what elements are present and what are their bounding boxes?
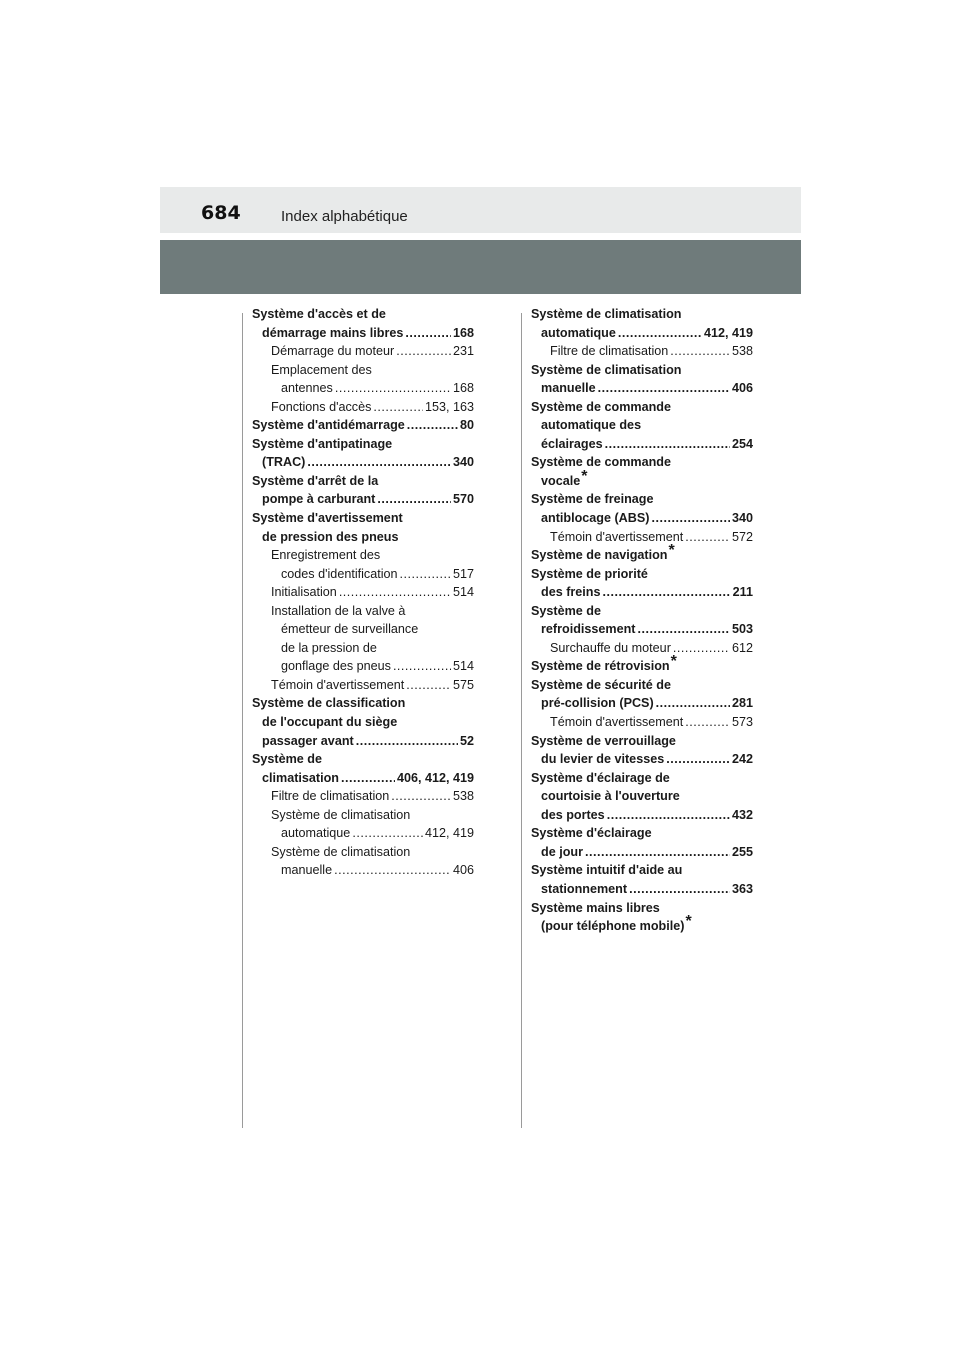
entry-text: Installation de la valve à bbox=[271, 603, 406, 618]
entry-text: Système d'éclairage bbox=[531, 826, 652, 841]
footnote-star: * bbox=[670, 653, 677, 671]
leader-dots bbox=[352, 824, 423, 843]
leader-dots bbox=[618, 324, 702, 343]
entry-line bbox=[550, 342, 753, 361]
entry-line bbox=[531, 453, 753, 472]
page-reference: 514 bbox=[452, 585, 474, 600]
entry-text: Système de freinage bbox=[531, 492, 654, 507]
entry-text: antiblocage (ABS) bbox=[541, 511, 650, 526]
entry-text: émetteur de surveillance bbox=[281, 622, 419, 637]
entry-line bbox=[271, 824, 474, 843]
entry-text: gonflage des pneus bbox=[281, 659, 391, 674]
entry-text: de pression des pneus bbox=[262, 529, 399, 544]
entry-line bbox=[271, 565, 474, 584]
page-reference: 503 bbox=[731, 622, 753, 637]
index-entry bbox=[531, 453, 753, 490]
entry-line bbox=[531, 899, 753, 918]
leader-dots bbox=[335, 379, 451, 398]
entry-line bbox=[531, 843, 753, 862]
entry-text: Système d'avertissement bbox=[252, 511, 403, 526]
entry-line bbox=[252, 416, 474, 435]
page-reference: 52 bbox=[459, 733, 474, 748]
leader-dots bbox=[670, 342, 730, 361]
index-entry bbox=[252, 750, 474, 787]
entry-line bbox=[531, 732, 753, 751]
page-number: 684 bbox=[201, 202, 241, 224]
entry-text: manuelle bbox=[541, 381, 596, 396]
index-column-left bbox=[252, 305, 474, 880]
index-entry bbox=[531, 824, 753, 861]
leader-dots bbox=[666, 750, 730, 769]
leader-dots bbox=[603, 583, 731, 602]
entry-text: Système de bbox=[252, 752, 323, 767]
entry-line bbox=[531, 467, 753, 491]
column-rule-middle bbox=[521, 313, 522, 1128]
index-entry bbox=[531, 305, 753, 342]
entry-text: Système mains libres bbox=[531, 900, 660, 915]
leader-dots bbox=[598, 379, 730, 398]
entry-text: Système d'accès et de bbox=[252, 307, 386, 321]
index-subentry bbox=[252, 546, 474, 583]
entry-line bbox=[531, 583, 753, 602]
entry-line bbox=[531, 305, 753, 324]
entry-text: Initialisation bbox=[271, 585, 337, 600]
entry-line bbox=[531, 769, 753, 788]
entry-text: Système d'arrêt de la bbox=[252, 473, 379, 488]
entry-text: Système de commande bbox=[531, 399, 671, 414]
leader-dots bbox=[585, 843, 730, 862]
entry-line bbox=[252, 732, 474, 751]
entry-line bbox=[252, 694, 474, 713]
index-entry bbox=[252, 509, 474, 546]
leader-dots bbox=[377, 490, 451, 509]
entry-text: Système d'éclairage de bbox=[531, 770, 670, 785]
entry-line bbox=[252, 324, 474, 343]
entry-line bbox=[271, 861, 474, 880]
entry-line bbox=[271, 620, 474, 639]
index-entry bbox=[531, 676, 753, 713]
entry-line bbox=[271, 342, 474, 361]
entry-line bbox=[531, 379, 753, 398]
entry-line bbox=[271, 676, 474, 695]
entry-line bbox=[531, 913, 753, 936]
entry-text: passager avant bbox=[262, 733, 354, 748]
page-reference: 412, 419 bbox=[424, 826, 474, 841]
footnote-star: * bbox=[685, 913, 692, 931]
entry-line bbox=[531, 880, 753, 899]
entry-line bbox=[252, 750, 474, 769]
footnote-star: * bbox=[581, 467, 588, 485]
entry-text: antennes bbox=[281, 381, 333, 396]
entry-text: Démarrage du moteur bbox=[271, 344, 395, 359]
index-subentry bbox=[252, 583, 474, 602]
page-reference: 254 bbox=[731, 436, 753, 451]
entry-line bbox=[531, 416, 753, 435]
page-reference: 255 bbox=[731, 844, 753, 859]
index-entry bbox=[531, 565, 753, 602]
leader-dots bbox=[391, 787, 451, 806]
page-reference: 517 bbox=[452, 566, 474, 581]
index-subentry bbox=[531, 713, 753, 732]
index-entry bbox=[531, 732, 753, 769]
entry-text: automatique bbox=[281, 826, 351, 841]
page-reference: 406 bbox=[731, 381, 753, 396]
index-subentry bbox=[531, 342, 753, 361]
entry-line bbox=[252, 453, 474, 472]
entry-line bbox=[531, 676, 753, 695]
entry-text: pompe à carburant bbox=[262, 492, 376, 507]
entry-text: Système de priorité bbox=[531, 566, 648, 581]
entry-line bbox=[271, 806, 474, 825]
page-reference: 168 bbox=[452, 325, 474, 340]
entry-line bbox=[271, 398, 474, 417]
entry-line bbox=[531, 435, 753, 454]
page-reference: 432 bbox=[731, 807, 753, 822]
entry-text: Témoin d'avertissement bbox=[550, 715, 684, 730]
entry-text: vocale bbox=[541, 473, 581, 488]
leader-dots bbox=[334, 861, 451, 880]
entry-text: Système de classification bbox=[252, 696, 406, 711]
entry-text: Système intuitif d'aide au bbox=[531, 863, 683, 878]
index-subentry bbox=[252, 342, 474, 361]
index-subentry bbox=[531, 639, 753, 658]
page-reference: 168 bbox=[452, 381, 474, 396]
entry-line bbox=[271, 843, 474, 862]
entry-line bbox=[271, 657, 474, 676]
index-entry bbox=[252, 694, 474, 750]
index-entry bbox=[531, 653, 753, 676]
page-reference: 612 bbox=[731, 640, 753, 655]
leader-dots bbox=[341, 769, 395, 788]
leader-dots bbox=[393, 657, 451, 676]
page-reference: 363 bbox=[731, 881, 753, 896]
entry-line bbox=[271, 379, 474, 398]
entry-line bbox=[531, 806, 753, 825]
footnote-star: * bbox=[668, 542, 675, 560]
index-subentry bbox=[252, 361, 474, 398]
entry-line bbox=[531, 750, 753, 769]
header-bar bbox=[160, 187, 801, 233]
entry-line bbox=[550, 528, 753, 547]
entry-line bbox=[252, 713, 474, 732]
entry-line bbox=[531, 602, 753, 621]
entry-text: climatisation bbox=[262, 770, 339, 785]
entry-text: Système d'antidémarrage bbox=[252, 418, 405, 433]
leader-dots bbox=[685, 713, 730, 732]
entry-text: Surchauffe du moteur bbox=[550, 640, 671, 655]
page-reference: 575 bbox=[452, 677, 474, 692]
index-subentry bbox=[252, 676, 474, 695]
entry-line bbox=[252, 435, 474, 454]
index-entry bbox=[531, 361, 753, 398]
entry-text: des freins bbox=[541, 585, 601, 600]
leader-dots bbox=[400, 565, 451, 584]
index-entry bbox=[252, 472, 474, 509]
entry-line bbox=[531, 620, 753, 639]
page-reference: 538 bbox=[452, 789, 474, 804]
page-reference: 231 bbox=[452, 344, 474, 359]
leader-dots bbox=[407, 416, 458, 435]
page-reference: 153, 163 bbox=[424, 399, 474, 414]
entry-line bbox=[531, 565, 753, 584]
page-reference: 538 bbox=[731, 344, 753, 359]
leader-dots bbox=[405, 324, 451, 343]
leader-dots bbox=[339, 583, 451, 602]
entry-line bbox=[252, 769, 474, 788]
leader-dots bbox=[685, 528, 730, 547]
entry-text: refroidissement bbox=[541, 622, 636, 637]
column-rule-left bbox=[242, 313, 243, 1128]
entry-line bbox=[531, 787, 753, 806]
entry-line bbox=[531, 324, 753, 343]
entry-text: Système de climatisation bbox=[531, 362, 682, 377]
index-subentry bbox=[252, 602, 474, 676]
entry-line bbox=[252, 472, 474, 491]
entry-text: Témoin d'avertissement bbox=[271, 677, 405, 692]
entry-text: de l'occupant du siège bbox=[262, 715, 398, 730]
entry-text: des portes bbox=[541, 807, 605, 822]
page-reference: 412, 419 bbox=[703, 325, 753, 340]
leader-dots bbox=[629, 880, 730, 899]
leader-dots bbox=[651, 509, 730, 528]
entry-text: du levier de vitesses bbox=[541, 752, 665, 767]
page-reference: 572 bbox=[731, 529, 753, 544]
leader-dots bbox=[373, 398, 423, 417]
entry-text: (TRAC) bbox=[262, 455, 306, 470]
entry-text: Témoin d'avertissement bbox=[550, 529, 684, 544]
page-reference: 340 bbox=[731, 511, 753, 526]
entry-text: Système de rétrovision bbox=[531, 659, 670, 674]
index-entry bbox=[252, 305, 474, 342]
entry-line bbox=[531, 861, 753, 880]
entry-text: Filtre de climatisation bbox=[271, 789, 390, 804]
entry-text: automatique bbox=[541, 325, 616, 340]
section-title: Index alphabétique bbox=[281, 208, 408, 225]
entry-text: manuelle bbox=[281, 863, 333, 878]
page-reference: 242 bbox=[731, 752, 753, 767]
page-reference: 211 bbox=[732, 585, 753, 600]
entry-text: pré-collision (PCS) bbox=[541, 696, 654, 711]
leader-dots bbox=[637, 620, 730, 639]
page-reference: 406, 412, 419 bbox=[396, 770, 474, 785]
leader-dots bbox=[356, 732, 458, 751]
leader-dots bbox=[396, 342, 451, 361]
entry-line bbox=[531, 490, 753, 509]
index-subentry bbox=[252, 806, 474, 843]
entry-line bbox=[531, 509, 753, 528]
page-reference: 80 bbox=[459, 418, 474, 433]
entry-line bbox=[531, 398, 753, 417]
entry-text: automatique des bbox=[541, 418, 642, 433]
entry-text: Système de navigation bbox=[531, 548, 668, 563]
index-entry bbox=[531, 398, 753, 454]
page-reference: 281 bbox=[731, 696, 753, 711]
index-subentry bbox=[252, 843, 474, 880]
index-entry bbox=[531, 602, 753, 639]
page-reference: 514 bbox=[452, 659, 474, 674]
entry-line bbox=[531, 694, 753, 713]
entry-line bbox=[252, 490, 474, 509]
leader-dots bbox=[673, 639, 730, 658]
entry-line bbox=[531, 361, 753, 380]
entry-line bbox=[531, 542, 753, 565]
entry-text: Système de bbox=[531, 603, 602, 618]
entry-text: démarrage mains libres bbox=[262, 325, 404, 340]
section-banner bbox=[160, 240, 801, 294]
page-reference: 573 bbox=[731, 715, 753, 730]
index-entry bbox=[252, 435, 474, 472]
page-reference: 570 bbox=[452, 492, 474, 507]
entry-text: Système de verrouillage bbox=[531, 733, 676, 748]
page-reference: 340 bbox=[452, 455, 474, 470]
entry-line bbox=[531, 653, 753, 676]
entry-text: Filtre de climatisation bbox=[550, 344, 669, 359]
entry-line bbox=[271, 361, 474, 380]
entry-text: Système d'antipatinage bbox=[252, 436, 393, 451]
entry-text: courtoisie à l'ouverture bbox=[541, 789, 680, 804]
entry-text: stationnement bbox=[541, 881, 628, 896]
leader-dots bbox=[406, 676, 451, 695]
entry-text: de jour bbox=[541, 844, 583, 859]
index-entry bbox=[531, 769, 753, 825]
entry-text: éclairages bbox=[541, 436, 603, 451]
entry-text: codes d'identification bbox=[281, 566, 398, 581]
entry-line bbox=[252, 528, 474, 547]
entry-line bbox=[271, 787, 474, 806]
index-subentry bbox=[531, 528, 753, 547]
entry-text: de la pression de bbox=[281, 640, 377, 655]
entry-text: Emplacement des bbox=[271, 362, 372, 377]
entry-line bbox=[271, 583, 474, 602]
entry-text: Système de climatisation bbox=[271, 844, 411, 859]
index-entry bbox=[531, 490, 753, 527]
entry-text: Système de climatisation bbox=[271, 807, 411, 822]
page-reference: 406 bbox=[452, 863, 474, 878]
leader-dots bbox=[605, 435, 730, 454]
index-entry bbox=[531, 542, 753, 565]
index-subentry bbox=[252, 398, 474, 417]
entry-line bbox=[550, 639, 753, 658]
leader-dots bbox=[307, 453, 451, 472]
index-entry bbox=[531, 899, 753, 936]
index-entry bbox=[252, 416, 474, 435]
index-entry bbox=[531, 861, 753, 898]
entry-line bbox=[252, 509, 474, 528]
entry-line bbox=[271, 546, 474, 565]
entry-line bbox=[252, 305, 474, 324]
index-column-right bbox=[531, 305, 753, 936]
leader-dots bbox=[607, 806, 730, 825]
entry-text: Système de sécurité de bbox=[531, 677, 672, 692]
entry-text: Système de climatisation bbox=[531, 307, 682, 321]
entry-text: (pour téléphone mobile) bbox=[541, 919, 685, 934]
index-subentry bbox=[252, 787, 474, 806]
entry-line bbox=[271, 602, 474, 621]
entry-text: Enregistrement des bbox=[271, 548, 381, 563]
leader-dots bbox=[656, 694, 730, 713]
entry-line bbox=[531, 824, 753, 843]
entry-line bbox=[271, 639, 474, 658]
entry-text: Fonctions d'accès bbox=[271, 399, 372, 414]
entry-line bbox=[550, 713, 753, 732]
entry-text: Système de commande bbox=[531, 455, 671, 470]
